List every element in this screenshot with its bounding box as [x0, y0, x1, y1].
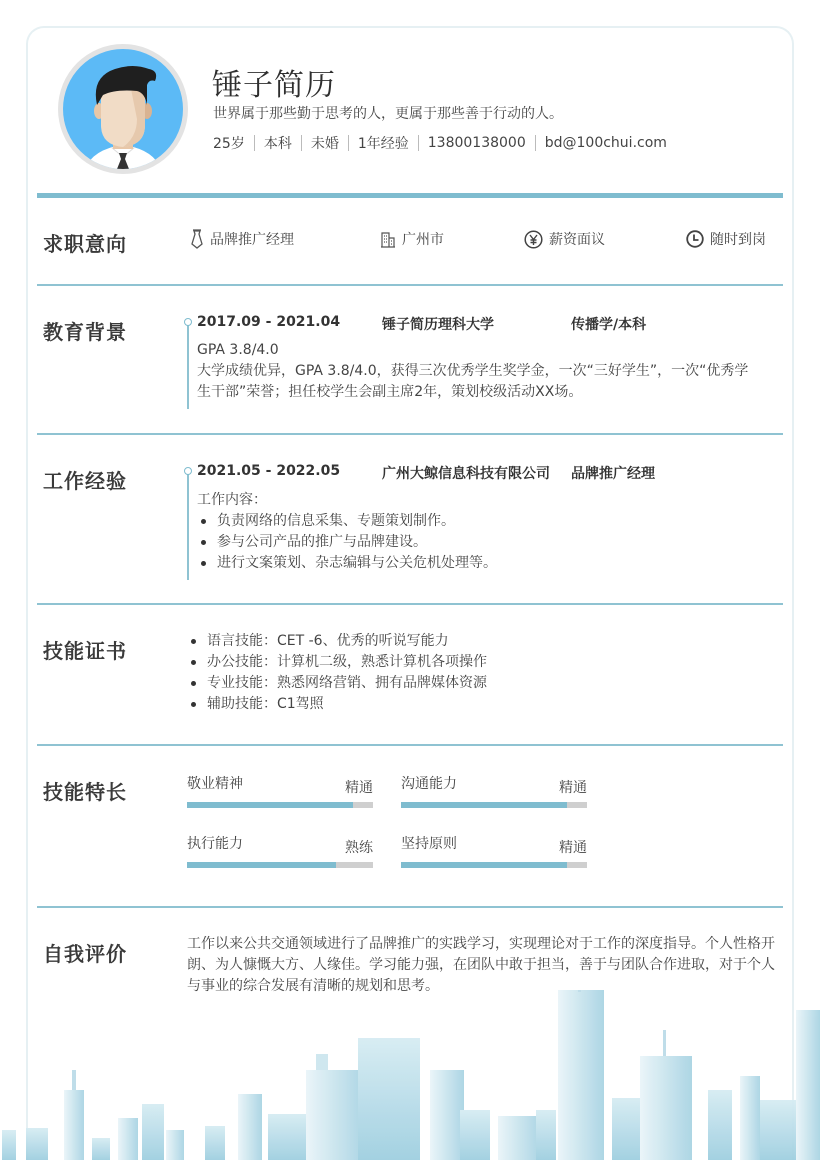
meta-phone: 13800138000 — [427, 135, 526, 151]
separator — [418, 135, 419, 151]
section-title-job-intention: 求职意向 — [43, 232, 127, 256]
intent-salary-label: 薪资面议 — [549, 232, 605, 248]
work-duty: 负责网络的信息采集、专题策划制作。 — [197, 511, 777, 532]
skill-fill — [187, 862, 336, 868]
separator — [301, 135, 302, 151]
intent-salary — [524, 229, 605, 249]
certificate-item: 辅助技能：C1驾照 — [187, 694, 767, 715]
personal-meta — [213, 133, 667, 153]
section-title-certificates: 技能证书 — [43, 639, 127, 663]
intent-city — [380, 229, 444, 249]
section-title-self-evaluation: 自我评价 — [43, 942, 127, 966]
education-description-line2: 生干部”荣誉；担任校学生会副主席2年，策划校级活动XX场。 — [197, 384, 583, 400]
skill-level: 精通 — [559, 780, 587, 796]
separator — [535, 135, 536, 151]
section-title-education: 教育背景 — [43, 320, 127, 344]
skill-level: 精通 — [559, 840, 587, 856]
work-duty: 参与公司产品的推广与品牌建设。 — [197, 532, 777, 553]
certificates-list — [187, 631, 767, 715]
section-title-work: 工作经验 — [43, 469, 127, 493]
skill-label: 坚持原则 — [401, 836, 457, 852]
education-school: 锤子简历理科大学 — [382, 317, 494, 333]
section-title-strengths: 技能特长 — [43, 780, 127, 804]
skill-level: 熟练 — [345, 840, 373, 856]
timeline-dot — [184, 318, 192, 326]
self-evaluation-line: 朗、为人慷慨大方、人缘佳。学习能力强，在团队中敢于担当，善于与团队合作进取，对于个人 — [187, 957, 775, 973]
skill-label: 执行能力 — [187, 836, 243, 852]
work-timeline — [187, 472, 189, 580]
education-period: 2017.09 - 2021.04 — [197, 314, 341, 330]
intent-position — [190, 229, 294, 249]
skill-track — [401, 802, 587, 808]
separator — [254, 135, 255, 151]
self-evaluation-line: 与事业的综合发展有清晰的规划和思考。 — [187, 978, 439, 994]
education-gpa: GPA 3.8/4.0 — [197, 342, 279, 358]
skill-label: 沟通能力 — [401, 776, 457, 792]
education-timeline — [187, 323, 189, 409]
resume-name: 锤子简历 — [212, 68, 336, 103]
tie-icon — [190, 229, 204, 249]
work-period: 2021.05 - 2022.05 — [197, 463, 341, 479]
meta-degree: 本科 — [263, 136, 292, 152]
section-divider — [37, 284, 783, 286]
skill-level: 精通 — [345, 780, 373, 796]
work-content-label: 工作内容： — [197, 492, 267, 508]
intent-position-label: 品牌推广经理 — [210, 232, 294, 248]
work-duty: 进行文案策划、杂志编辑与公关危机处理等。 — [197, 553, 777, 574]
education-header — [197, 314, 777, 334]
section-divider — [37, 906, 783, 908]
certificate-item: 办公技能：计算机二级，熟悉计算机各项操作 — [187, 652, 767, 673]
work-duties-list — [197, 511, 777, 574]
separator — [348, 135, 349, 151]
work-body — [197, 490, 777, 574]
education-body — [197, 340, 777, 403]
meta-email: bd@100chui.com — [544, 135, 667, 151]
skill-fill — [401, 802, 567, 808]
meta-experience: 1年经验 — [357, 136, 409, 152]
motto: 世界属于那些勤于思考的人，更属于那些善于行动的人。 — [213, 106, 563, 122]
skill-fill — [401, 862, 567, 868]
skill-track — [187, 802, 373, 808]
certificate-item: 语言技能：CET -6、优秀的听说写能力 — [187, 631, 767, 652]
certificate-item: 专业技能：熟悉网络营销、拥有品牌媒体资源 — [187, 673, 767, 694]
education-description-line1: 大学成绩优异，GPA 3.8/4.0，获得三次优秀学生奖学金，一次“三好学生”，一次“优秀学 — [197, 363, 749, 379]
header-divider — [37, 193, 783, 198]
yen-icon — [524, 230, 543, 249]
section-divider — [37, 744, 783, 746]
self-evaluation-line: 工作以来公共交通领域进行了品牌推广的实践学习，实现理论对于工作的深度指导。个人性格开 — [187, 936, 775, 952]
timeline-dot — [184, 467, 192, 475]
meta-age: 25岁 — [213, 136, 245, 152]
meta-marital: 未婚 — [310, 136, 339, 152]
section-divider — [37, 603, 783, 605]
skill-label: 敬业精神 — [187, 776, 243, 792]
self-evaluation-body — [187, 934, 787, 997]
skill-fill — [187, 802, 353, 808]
intent-city-label: 广州市 — [402, 232, 444, 248]
work-header — [197, 463, 777, 483]
education-major: 传播学/本科 — [571, 317, 647, 333]
city-skyline-decoration — [0, 990, 820, 1160]
intent-availability-label: 随时到岗 — [710, 232, 766, 248]
avatar-person-icon — [63, 49, 183, 169]
intent-availability — [686, 229, 766, 249]
building-icon — [380, 231, 396, 248]
clock-icon — [686, 230, 704, 248]
certificates-body — [187, 631, 767, 715]
work-company: 广州大鲸信息科技有限公司 — [382, 466, 550, 482]
work-position: 品牌推广经理 — [571, 466, 655, 482]
skill-track — [401, 862, 587, 868]
avatar — [58, 44, 188, 174]
skill-track — [187, 862, 373, 868]
section-divider — [37, 433, 783, 435]
